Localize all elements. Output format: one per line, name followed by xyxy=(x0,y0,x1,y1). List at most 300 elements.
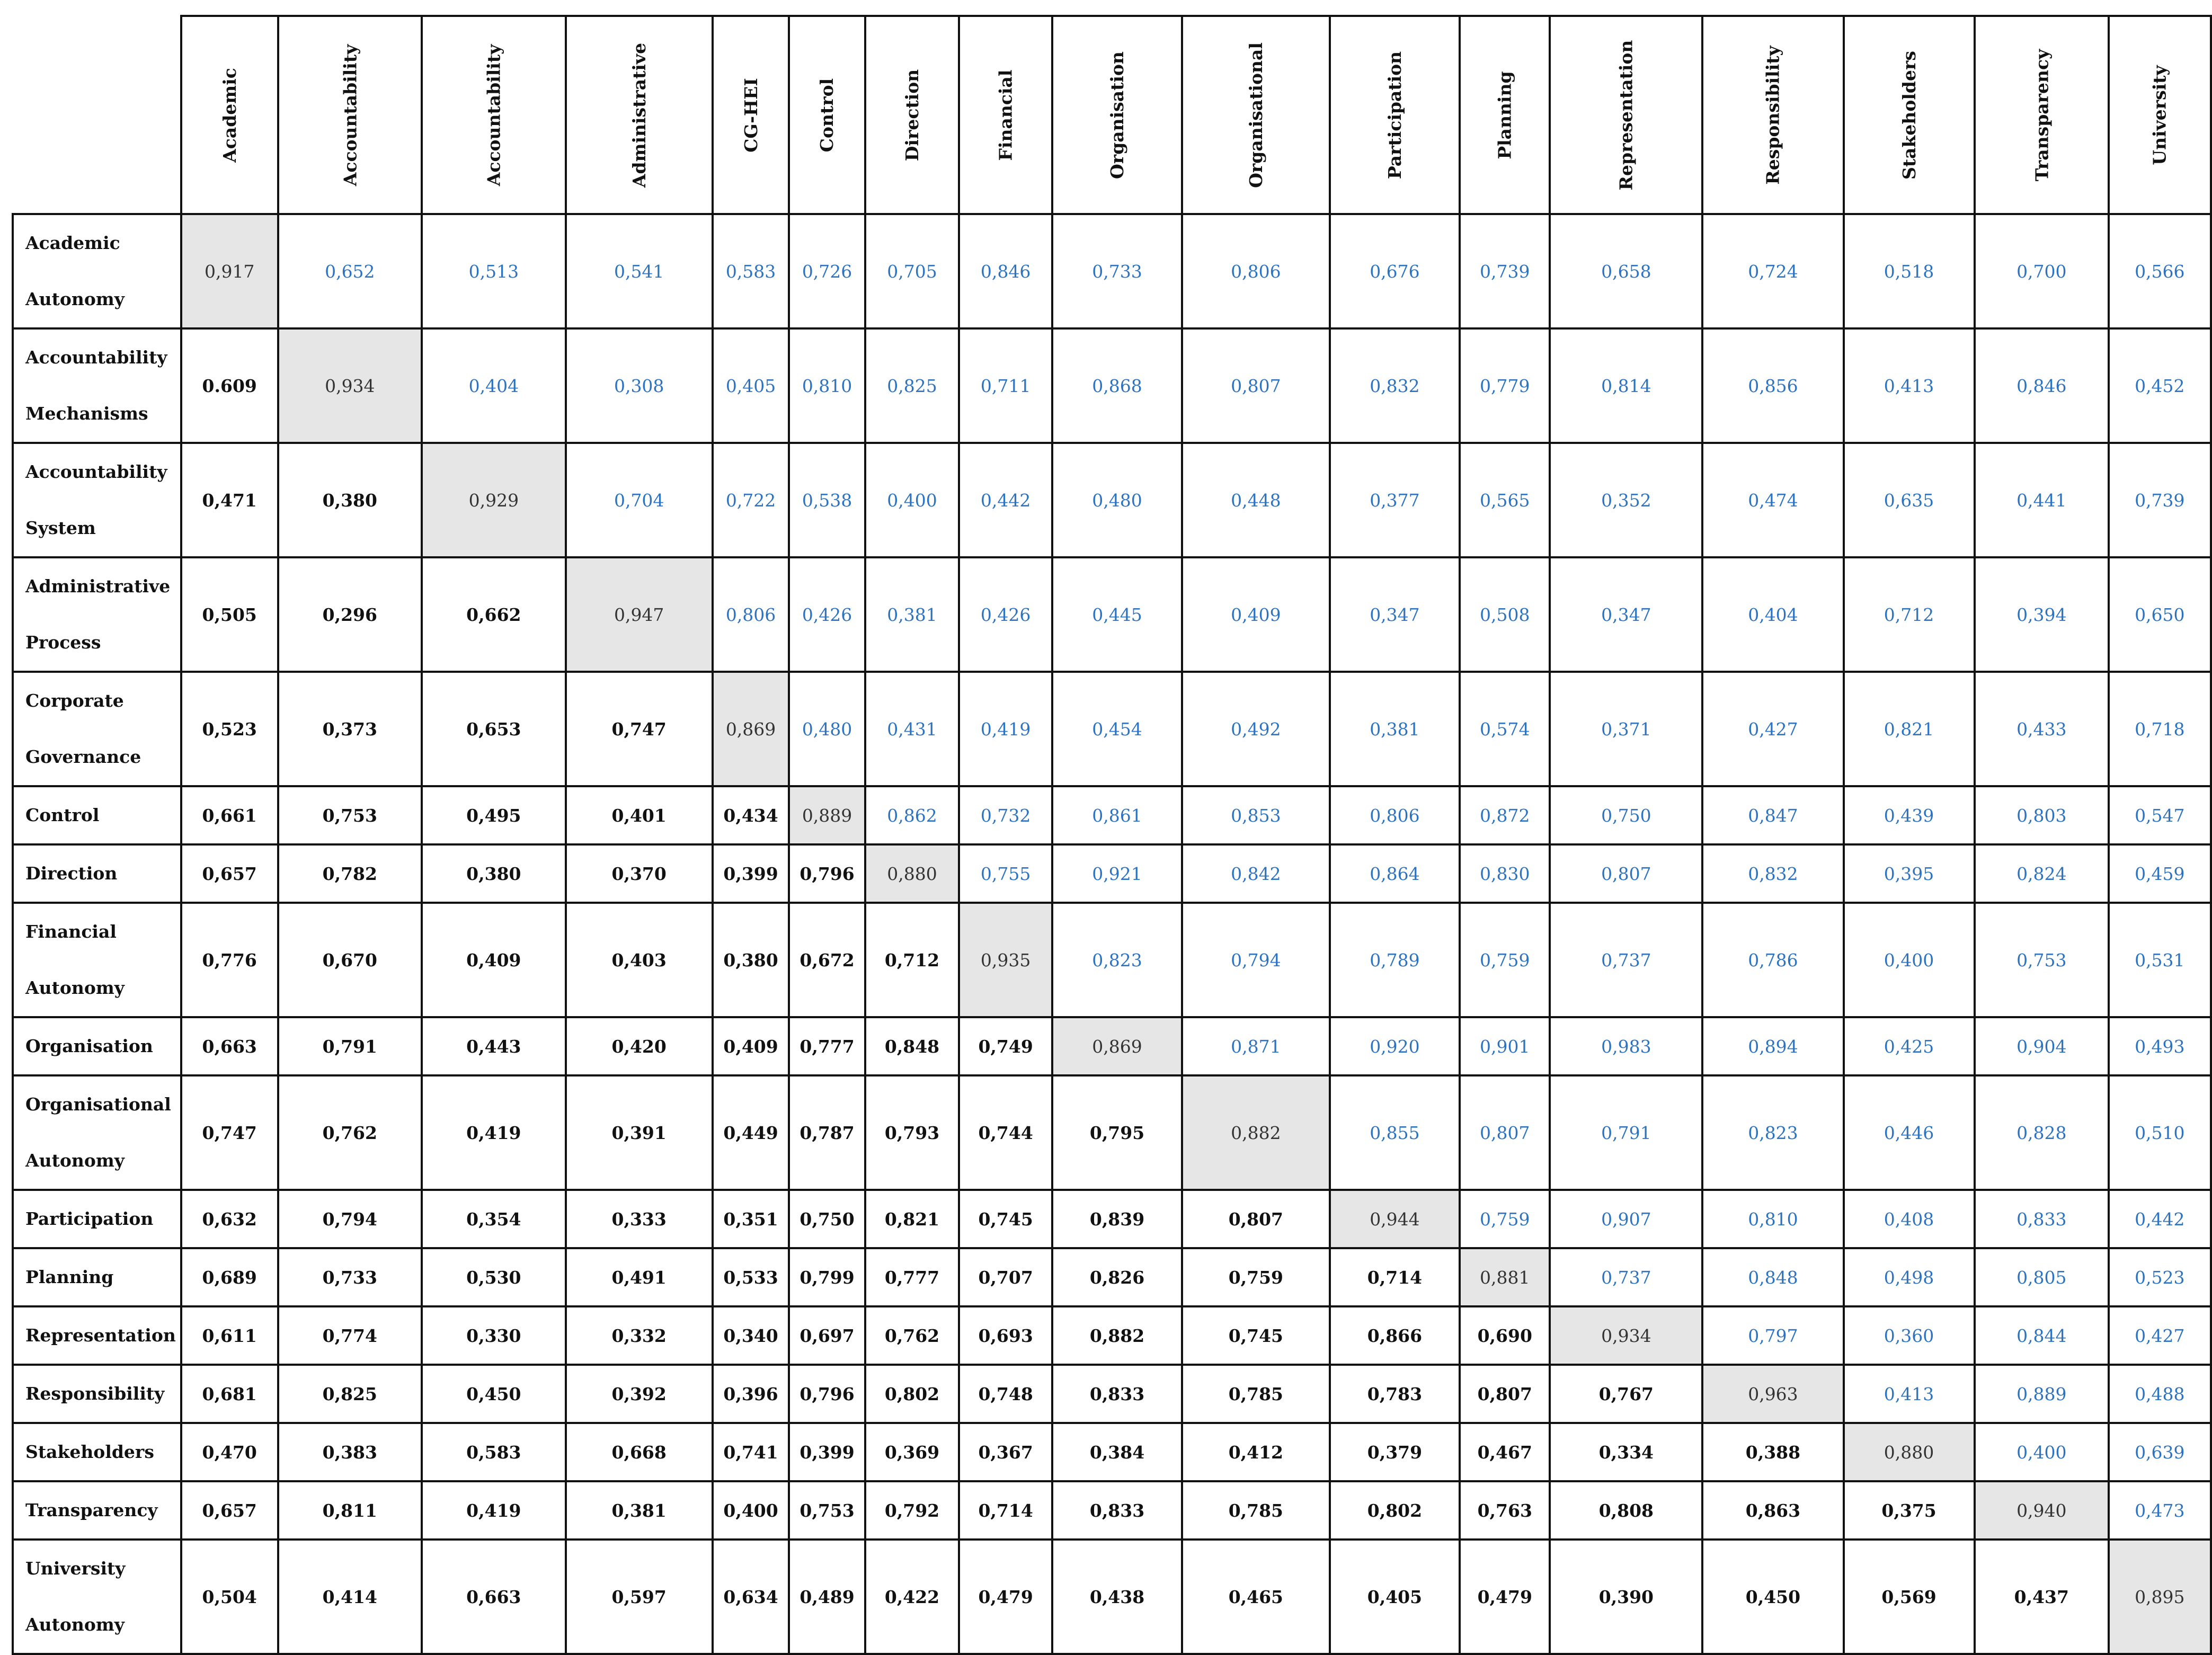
table-cell: 0,332 xyxy=(566,1306,713,1365)
row-header-label: Accountability Mechanisms xyxy=(13,328,181,443)
table-cell: 0,777 xyxy=(865,1248,959,1306)
table-cell: 0,767 xyxy=(1550,1365,1702,1423)
table-cell: 0,855 xyxy=(1330,1075,1460,1190)
table-cell: 0,704 xyxy=(566,443,713,557)
table-cell: 0,403 xyxy=(566,903,713,1017)
table-cell: 0,796 xyxy=(789,1365,865,1423)
table-cell: 0,419 xyxy=(959,672,1052,786)
table-cell: 0,787 xyxy=(789,1075,865,1190)
table-cell: 0,681 xyxy=(181,1365,278,1423)
table-cell: 0,489 xyxy=(789,1540,865,1654)
table-cell: 0,750 xyxy=(1550,786,1702,844)
table-cell: 0,408 xyxy=(1844,1190,1975,1248)
table-row xyxy=(13,1075,2211,1190)
table-cell: 0,824 xyxy=(1975,844,2109,903)
table-cell: 0,419 xyxy=(422,1075,566,1190)
diagonal-cell: 0,869 xyxy=(713,672,789,786)
table-cell: 0,491 xyxy=(566,1248,713,1306)
table-cell: 0,733 xyxy=(278,1248,422,1306)
table-cell: 0,652 xyxy=(278,214,422,328)
table-cell: 0,404 xyxy=(1702,557,1843,672)
table-cell: 0,569 xyxy=(1844,1540,1975,1654)
table-cell: 0,866 xyxy=(1330,1306,1460,1365)
table-cell: 0,657 xyxy=(181,844,278,903)
table-cell: 0,833 xyxy=(1052,1481,1182,1540)
table-cell: 0,856 xyxy=(1702,328,1843,443)
table-cell: 0,427 xyxy=(1702,672,1843,786)
table-cell: 0,498 xyxy=(1844,1248,1975,1306)
table-cell: 0,749 xyxy=(959,1017,1052,1075)
table-cell: 0,663 xyxy=(422,1540,566,1654)
table-row xyxy=(13,672,2211,786)
table-cell: 0,793 xyxy=(865,1075,959,1190)
table-cell: 0,782 xyxy=(278,844,422,903)
table-cell: 0,739 xyxy=(2109,443,2210,557)
table-cell: 0,700 xyxy=(1975,214,2109,328)
table-cell: 0,653 xyxy=(422,672,566,786)
table-cell: 0,668 xyxy=(566,1423,713,1481)
row-header-label: Responsibility xyxy=(13,1365,181,1423)
table-row xyxy=(13,1365,2211,1423)
column-header xyxy=(959,16,1052,214)
table-cell: 0,334 xyxy=(1550,1423,1702,1481)
column-header-label: Transparency xyxy=(2031,49,2052,181)
table-cell: 0,367 xyxy=(959,1423,1052,1481)
table-cell: 0,889 xyxy=(1975,1365,2109,1423)
table-cell: 0,400 xyxy=(865,443,959,557)
table-cell: 0,495 xyxy=(422,786,566,844)
table-cell: 0,400 xyxy=(1844,903,1975,1017)
table-cell: 0,434 xyxy=(713,786,789,844)
column-header xyxy=(566,16,713,214)
column-header-label: Responsibility xyxy=(1762,45,1783,185)
diagonal-cell: 0,934 xyxy=(1550,1306,1702,1365)
table-cell: 0,333 xyxy=(566,1190,713,1248)
table-cell: 0,741 xyxy=(713,1423,789,1481)
table-cell: 0,399 xyxy=(713,844,789,903)
table-cell: 0,794 xyxy=(1182,903,1330,1017)
diagonal-cell: 0,895 xyxy=(2109,1540,2210,1654)
table-cell: 0,480 xyxy=(1052,443,1182,557)
table-cell: 0,547 xyxy=(2109,786,2210,844)
table-cell: 0,413 xyxy=(1844,328,1975,443)
table-row xyxy=(13,1423,2211,1481)
diagonal-cell: 0,880 xyxy=(1844,1423,1975,1481)
table-cell: 0,882 xyxy=(1052,1306,1182,1365)
table-cell: 0,846 xyxy=(959,214,1052,328)
table-cell: 0,802 xyxy=(865,1365,959,1423)
column-header xyxy=(1052,16,1182,214)
table-cell: 0,774 xyxy=(278,1306,422,1365)
table-cell: 0,753 xyxy=(278,786,422,844)
diagonal-cell: 0,881 xyxy=(1460,1248,1550,1306)
table-cell: 0,753 xyxy=(789,1481,865,1540)
table-cell: 0,442 xyxy=(959,443,1052,557)
row-header-label: Transparency xyxy=(13,1481,181,1540)
table-cell: 0,405 xyxy=(1330,1540,1460,1654)
table-cell: 0,737 xyxy=(1550,903,1702,1017)
table-cell: 0,446 xyxy=(1844,1075,1975,1190)
table-cell: 0,779 xyxy=(1460,328,1550,443)
table-cell: 0,786 xyxy=(1702,903,1843,1017)
table-cell: 0,802 xyxy=(1330,1481,1460,1540)
table-cell: 0,825 xyxy=(865,328,959,443)
table-cell: 0,810 xyxy=(1702,1190,1843,1248)
table-cell: 0,380 xyxy=(278,443,422,557)
table-cell: 0,574 xyxy=(1460,672,1550,786)
header-row xyxy=(13,16,2211,214)
table-cell: 0,420 xyxy=(566,1017,713,1075)
table-cell: 0,718 xyxy=(2109,672,2210,786)
table-cell: 0,474 xyxy=(1702,443,1843,557)
table-cell: 0,422 xyxy=(865,1540,959,1654)
table-cell: 0,712 xyxy=(865,903,959,1017)
table-row xyxy=(13,1481,2211,1540)
table-cell: 0,693 xyxy=(959,1306,1052,1365)
table-cell: 0,894 xyxy=(1702,1017,1843,1075)
table-cell: 0,833 xyxy=(1975,1190,2109,1248)
table-cell: 0,732 xyxy=(959,786,1052,844)
diagonal-cell: 0,963 xyxy=(1702,1365,1843,1423)
column-header-label: Organisation xyxy=(1107,51,1128,179)
table-cell: 0,846 xyxy=(1975,328,2109,443)
table-cell: 0,448 xyxy=(1182,443,1330,557)
table-cell: 0,792 xyxy=(865,1481,959,1540)
row-header-label: Accountability System xyxy=(13,443,181,557)
table-row xyxy=(13,1540,2211,1654)
column-header-label: Participation xyxy=(1384,51,1405,179)
row-header-label: Corporate Governance xyxy=(13,672,181,786)
table-cell: 0,445 xyxy=(1052,557,1182,672)
table-cell: 0,777 xyxy=(789,1017,865,1075)
table-cell: 0,833 xyxy=(1052,1365,1182,1423)
table-cell: 0,370 xyxy=(566,844,713,903)
table-cell: 0,504 xyxy=(181,1540,278,1654)
table-cell: 0,583 xyxy=(422,1423,566,1481)
column-header-label: Financial xyxy=(995,69,1016,161)
table-cell: 0,597 xyxy=(566,1540,713,1654)
table-cell: 0,795 xyxy=(1052,1075,1182,1190)
table-cell: 0,566 xyxy=(2109,214,2210,328)
table-cell: 0,753 xyxy=(1975,903,2109,1017)
column-header-label: Accountability xyxy=(483,44,504,186)
table-cell: 0,863 xyxy=(1702,1481,1843,1540)
table-cell: 0,807 xyxy=(1550,844,1702,903)
table-cell: 0,340 xyxy=(713,1306,789,1365)
table-cell: 0,634 xyxy=(713,1540,789,1654)
table-cell: 0,712 xyxy=(1844,557,1975,672)
table-cell: 0,814 xyxy=(1550,328,1702,443)
diagonal-cell: 0,940 xyxy=(1975,1481,2109,1540)
table-cell: 0,661 xyxy=(181,786,278,844)
table-row xyxy=(13,1190,2211,1248)
table-cell: 0,807 xyxy=(1182,328,1330,443)
table-cell: 0,650 xyxy=(2109,557,2210,672)
table-cell: 0,848 xyxy=(1702,1248,1843,1306)
table-cell: 0,377 xyxy=(1330,443,1460,557)
table-cell: 0,488 xyxy=(2109,1365,2210,1423)
table-cell: 0,714 xyxy=(959,1481,1052,1540)
table-cell: 0,759 xyxy=(1460,1190,1550,1248)
table-cell: 0,983 xyxy=(1550,1017,1702,1075)
column-header-label: Direction xyxy=(901,69,922,161)
table-cell: 0,868 xyxy=(1052,328,1182,443)
matrix-body xyxy=(13,214,2211,1654)
table-cell: 0,847 xyxy=(1702,786,1843,844)
table-cell: 0,442 xyxy=(2109,1190,2210,1248)
table-cell: 0,533 xyxy=(713,1248,789,1306)
table-cell: 0,805 xyxy=(1975,1248,2109,1306)
table-cell: 0,413 xyxy=(1844,1365,1975,1423)
table-cell: 0,371 xyxy=(1550,672,1702,786)
table-cell: 0,470 xyxy=(181,1423,278,1481)
table-cell: 0,396 xyxy=(713,1365,789,1423)
row-header-label: Organisation xyxy=(13,1017,181,1075)
table-cell: 0,921 xyxy=(1052,844,1182,903)
diagonal-cell: 0,869 xyxy=(1052,1017,1182,1075)
table-cell: 0,901 xyxy=(1460,1017,1550,1075)
table-cell: 0,755 xyxy=(959,844,1052,903)
column-header-label: Stakeholders xyxy=(1898,50,1920,180)
table-cell: 0,689 xyxy=(181,1248,278,1306)
table-cell: 0,401 xyxy=(566,786,713,844)
column-header xyxy=(789,16,865,214)
table-cell: 0,479 xyxy=(959,1540,1052,1654)
table-cell: 0,347 xyxy=(1330,557,1460,672)
table-cell: 0,431 xyxy=(865,672,959,786)
table-cell: 0,439 xyxy=(1844,786,1975,844)
table-cell: 0,565 xyxy=(1460,443,1550,557)
table-cell: 0,808 xyxy=(1550,1481,1702,1540)
table-cell: 0,523 xyxy=(181,672,278,786)
table-row xyxy=(13,214,2211,328)
table-cell: 0,803 xyxy=(1975,786,2109,844)
row-header-label: Administrative Process xyxy=(13,557,181,672)
column-header xyxy=(1330,16,1460,214)
table-cell: 0,806 xyxy=(713,557,789,672)
diagonal-cell: 0,935 xyxy=(959,903,1052,1017)
column-header xyxy=(422,16,566,214)
table-cell: 0,354 xyxy=(422,1190,566,1248)
table-cell: 0,748 xyxy=(959,1365,1052,1423)
table-cell: 0,762 xyxy=(278,1075,422,1190)
table-cell: 0,871 xyxy=(1182,1017,1330,1075)
table-cell: 0,658 xyxy=(1550,214,1702,328)
table-cell: 0,395 xyxy=(1844,844,1975,903)
row-header-label: Representation xyxy=(13,1306,181,1365)
table-cell: 0,737 xyxy=(1550,1248,1702,1306)
table-cell: 0,479 xyxy=(1460,1540,1550,1654)
table-cell: 0,351 xyxy=(713,1190,789,1248)
table-cell: 0,505 xyxy=(181,557,278,672)
table-cell: 0,872 xyxy=(1460,786,1550,844)
table-cell: 0,862 xyxy=(865,786,959,844)
table-cell: 0,739 xyxy=(1460,214,1550,328)
row-header-label: University Autonomy xyxy=(13,1540,181,1654)
table-cell: 0,369 xyxy=(865,1423,959,1481)
table-cell: 0,697 xyxy=(789,1306,865,1365)
table-cell: 0,776 xyxy=(181,903,278,1017)
column-header-label: Control xyxy=(816,78,838,152)
table-cell: 0,807 xyxy=(1460,1075,1550,1190)
table-cell: 0,426 xyxy=(789,557,865,672)
table-cell: 0,791 xyxy=(1550,1075,1702,1190)
table-cell: 0,513 xyxy=(422,214,566,328)
table-cell: 0,744 xyxy=(959,1075,1052,1190)
table-cell: 0,635 xyxy=(1844,443,1975,557)
table-cell: 0,722 xyxy=(713,443,789,557)
table-cell: 0,473 xyxy=(2109,1481,2210,1540)
table-cell: 0,853 xyxy=(1182,786,1330,844)
table-cell: 0.609 xyxy=(181,328,278,443)
table-cell: 0,467 xyxy=(1460,1423,1550,1481)
table-cell: 0,438 xyxy=(1052,1540,1182,1654)
table-cell: 0,810 xyxy=(789,328,865,443)
table-cell: 0,611 xyxy=(181,1306,278,1365)
table-cell: 0,380 xyxy=(713,903,789,1017)
table-cell: 0,826 xyxy=(1052,1248,1182,1306)
table-cell: 0,443 xyxy=(422,1017,566,1075)
table-row xyxy=(13,844,2211,903)
table-cell: 0,414 xyxy=(278,1540,422,1654)
row-header-label: Organisational Autonomy xyxy=(13,1075,181,1190)
table-row xyxy=(13,1306,2211,1365)
table-cell: 0,842 xyxy=(1182,844,1330,903)
table-cell: 0,672 xyxy=(789,903,865,1017)
table-cell: 0,830 xyxy=(1460,844,1550,903)
table-cell: 0,907 xyxy=(1550,1190,1702,1248)
table-cell: 0,864 xyxy=(1330,844,1460,903)
table-cell: 0,828 xyxy=(1975,1075,2109,1190)
table-cell: 0,711 xyxy=(959,328,1052,443)
table-cell: 0,388 xyxy=(1702,1423,1843,1481)
table-cell: 0,807 xyxy=(1460,1365,1550,1423)
diagonal-cell: 0,882 xyxy=(1182,1075,1330,1190)
table-cell: 0,783 xyxy=(1330,1365,1460,1423)
table-cell: 0,360 xyxy=(1844,1306,1975,1365)
table-cell: 0,806 xyxy=(1182,214,1330,328)
table-cell: 0,449 xyxy=(713,1075,789,1190)
table-row xyxy=(13,786,2211,844)
column-header xyxy=(1975,16,2109,214)
table-cell: 0,724 xyxy=(1702,214,1843,328)
column-header-label: Administrative xyxy=(628,42,650,188)
table-cell: 0,308 xyxy=(566,328,713,443)
row-header-label: Financial Autonomy xyxy=(13,903,181,1017)
table-cell: 0,425 xyxy=(1844,1017,1975,1075)
table-cell: 0,380 xyxy=(422,844,566,903)
table-row xyxy=(13,1017,2211,1075)
column-header-label: Representation xyxy=(1615,40,1637,190)
column-header-label: Planning xyxy=(1494,70,1515,159)
column-header xyxy=(865,16,959,214)
table-cell: 0,419 xyxy=(422,1481,566,1540)
table-cell: 0,811 xyxy=(278,1481,422,1540)
table-cell: 0,399 xyxy=(789,1423,865,1481)
table-cell: 0,823 xyxy=(1702,1075,1843,1190)
table-cell: 0,745 xyxy=(1182,1306,1330,1365)
column-header xyxy=(1844,16,1975,214)
table-cell: 0,492 xyxy=(1182,672,1330,786)
table-cell: 0,383 xyxy=(278,1423,422,1481)
table-cell: 0,745 xyxy=(959,1190,1052,1248)
table-row xyxy=(13,903,2211,1017)
table-cell: 0,480 xyxy=(789,672,865,786)
table-cell: 0,391 xyxy=(566,1075,713,1190)
column-header-label: CG-HEI xyxy=(740,77,761,153)
table-cell: 0,705 xyxy=(865,214,959,328)
table-cell: 0,427 xyxy=(2109,1306,2210,1365)
diagonal-cell: 0,944 xyxy=(1330,1190,1460,1248)
column-header xyxy=(713,16,789,214)
table-row xyxy=(13,443,2211,557)
table-cell: 0,452 xyxy=(2109,328,2210,443)
table-cell: 0,821 xyxy=(1844,672,1975,786)
table-cell: 0,825 xyxy=(278,1365,422,1423)
table-cell: 0,454 xyxy=(1052,672,1182,786)
table-cell: 0,330 xyxy=(422,1306,566,1365)
table-cell: 0,733 xyxy=(1052,214,1182,328)
table-cell: 0,493 xyxy=(2109,1017,2210,1075)
diagonal-cell: 0,934 xyxy=(278,328,422,443)
table-cell: 0,508 xyxy=(1460,557,1550,672)
table-cell: 0,412 xyxy=(1182,1423,1330,1481)
row-header-label: Planning xyxy=(13,1248,181,1306)
table-cell: 0,352 xyxy=(1550,443,1702,557)
table-cell: 0,450 xyxy=(422,1365,566,1423)
table-cell: 0,759 xyxy=(1182,1248,1330,1306)
table-cell: 0,392 xyxy=(566,1365,713,1423)
row-header-label: Participation xyxy=(13,1190,181,1248)
table-cell: 0,296 xyxy=(278,557,422,672)
table-cell: 0,450 xyxy=(1702,1540,1843,1654)
table-cell: 0,904 xyxy=(1975,1017,2109,1075)
table-cell: 0,632 xyxy=(181,1190,278,1248)
diagonal-cell: 0,929 xyxy=(422,443,566,557)
table-row xyxy=(13,328,2211,443)
table-cell: 0,707 xyxy=(959,1248,1052,1306)
table-cell: 0,381 xyxy=(1330,672,1460,786)
table-cell: 0,690 xyxy=(1460,1306,1550,1365)
table-cell: 0,657 xyxy=(181,1481,278,1540)
column-header xyxy=(1550,16,1702,214)
table-cell: 0,759 xyxy=(1460,903,1550,1017)
table-cell: 0,379 xyxy=(1330,1423,1460,1481)
table-cell: 0,441 xyxy=(1975,443,2109,557)
table-row xyxy=(13,557,2211,672)
diagonal-cell: 0,880 xyxy=(865,844,959,903)
row-header-label: Academic Autonomy xyxy=(13,214,181,328)
table-cell: 0,373 xyxy=(278,672,422,786)
table-cell: 0,832 xyxy=(1702,844,1843,903)
table-cell: 0,762 xyxy=(865,1306,959,1365)
table-cell: 0,541 xyxy=(566,214,713,328)
column-header xyxy=(1182,16,1330,214)
column-header-label: Academic xyxy=(219,67,240,163)
table-cell: 0,375 xyxy=(1844,1481,1975,1540)
table-cell: 0,839 xyxy=(1052,1190,1182,1248)
table-cell: 0,785 xyxy=(1182,1481,1330,1540)
table-cell: 0,676 xyxy=(1330,214,1460,328)
column-header xyxy=(1702,16,1843,214)
table-cell: 0,437 xyxy=(1975,1540,2109,1654)
table-cell: 0,400 xyxy=(713,1481,789,1540)
table-cell: 0,750 xyxy=(789,1190,865,1248)
table-cell: 0,848 xyxy=(865,1017,959,1075)
table-cell: 0,404 xyxy=(422,328,566,443)
table-cell: 0,806 xyxy=(1330,786,1460,844)
table-cell: 0,796 xyxy=(789,844,865,903)
